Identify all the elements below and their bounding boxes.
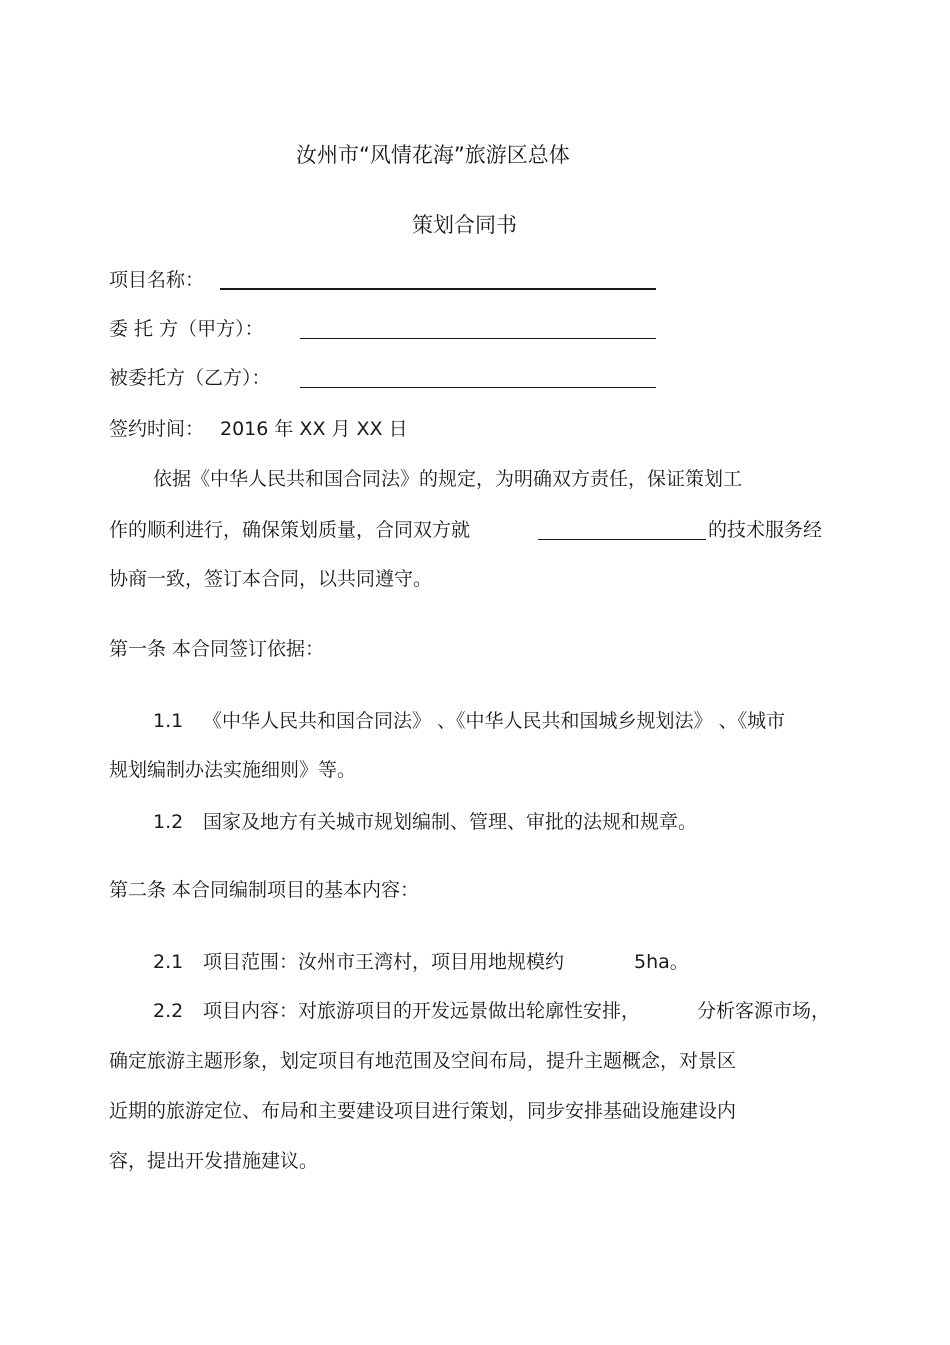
preamble-line3: 协商一致，签订本合同，以共同遵守。 (109, 568, 433, 590)
article1-heading: 第一条 本合同签订依据： (109, 638, 325, 660)
service-name-blank (538, 539, 706, 540)
contractor-blank (300, 387, 656, 388)
item-1-2-number: 1.2 (153, 811, 184, 833)
item-2-2-line2: 确定旅游主题形象，划定项目有地范围及空间布局，提升主题概念，对景区 (109, 1050, 737, 1072)
sign-date-value: 2016 年 XX 月 XX 日 (220, 418, 408, 440)
client-label: 委 托 方（甲方）： (109, 318, 264, 340)
preamble-line2-part1: 作的顺利进行，确保策划质量，合同双方就 (109, 519, 471, 541)
preamble-line1: 依据《中华人民共和国合同法》的规定，为明确双方责任，保证策划工 (153, 468, 743, 490)
article2-heading: 第二条 本合同编制项目的基本内容： (109, 879, 420, 901)
item-2-2-line4: 容，提出开发措施建议。 (109, 1150, 319, 1172)
document-title-line1: 汝州市“风情花海”旅游区总体 (296, 143, 570, 167)
item-2-2-text-part2: 分析客源市场， (697, 1000, 831, 1022)
item-1-2-text: 国家及地方有关城市规划编制、管理、审批的法规和规章。 (203, 811, 698, 833)
item-2-1-number: 2.1 (153, 951, 184, 973)
item-1-1-number: 1.1 (153, 710, 184, 732)
item-2-2-text-part1: 项目内容：对旅游项目的开发远景做出轮廓性安排， (203, 1000, 641, 1022)
project-name-blank (220, 288, 656, 290)
contractor-label: 被委托方（乙方）： (109, 367, 271, 389)
sign-date-label: 签约时间： (109, 418, 205, 440)
item-1-1-line2: 规划编制办法实施细则》等。 (109, 759, 357, 781)
project-name-label: 项目名称： (109, 269, 205, 291)
item-1-1-line1: 《中华人民共和国合同法》 、《中华人民共和国城乡规划法》 、《城市 (203, 710, 786, 732)
document-title-line2: 策划合同书 (412, 213, 517, 237)
item-2-1-value: 5ha。 (634, 951, 689, 973)
item-2-2-number: 2.2 (153, 1000, 184, 1022)
preamble-line2-part2: 的技术服务经 (708, 519, 823, 541)
item-2-2-line3: 近期的旅游定位、布局和主要建设项目进行策划，同步安排基础设施建设内 (109, 1100, 737, 1122)
client-blank (300, 338, 656, 339)
item-2-1-text: 项目范围：汝州市王湾村，项目用地规模约 (203, 951, 565, 973)
